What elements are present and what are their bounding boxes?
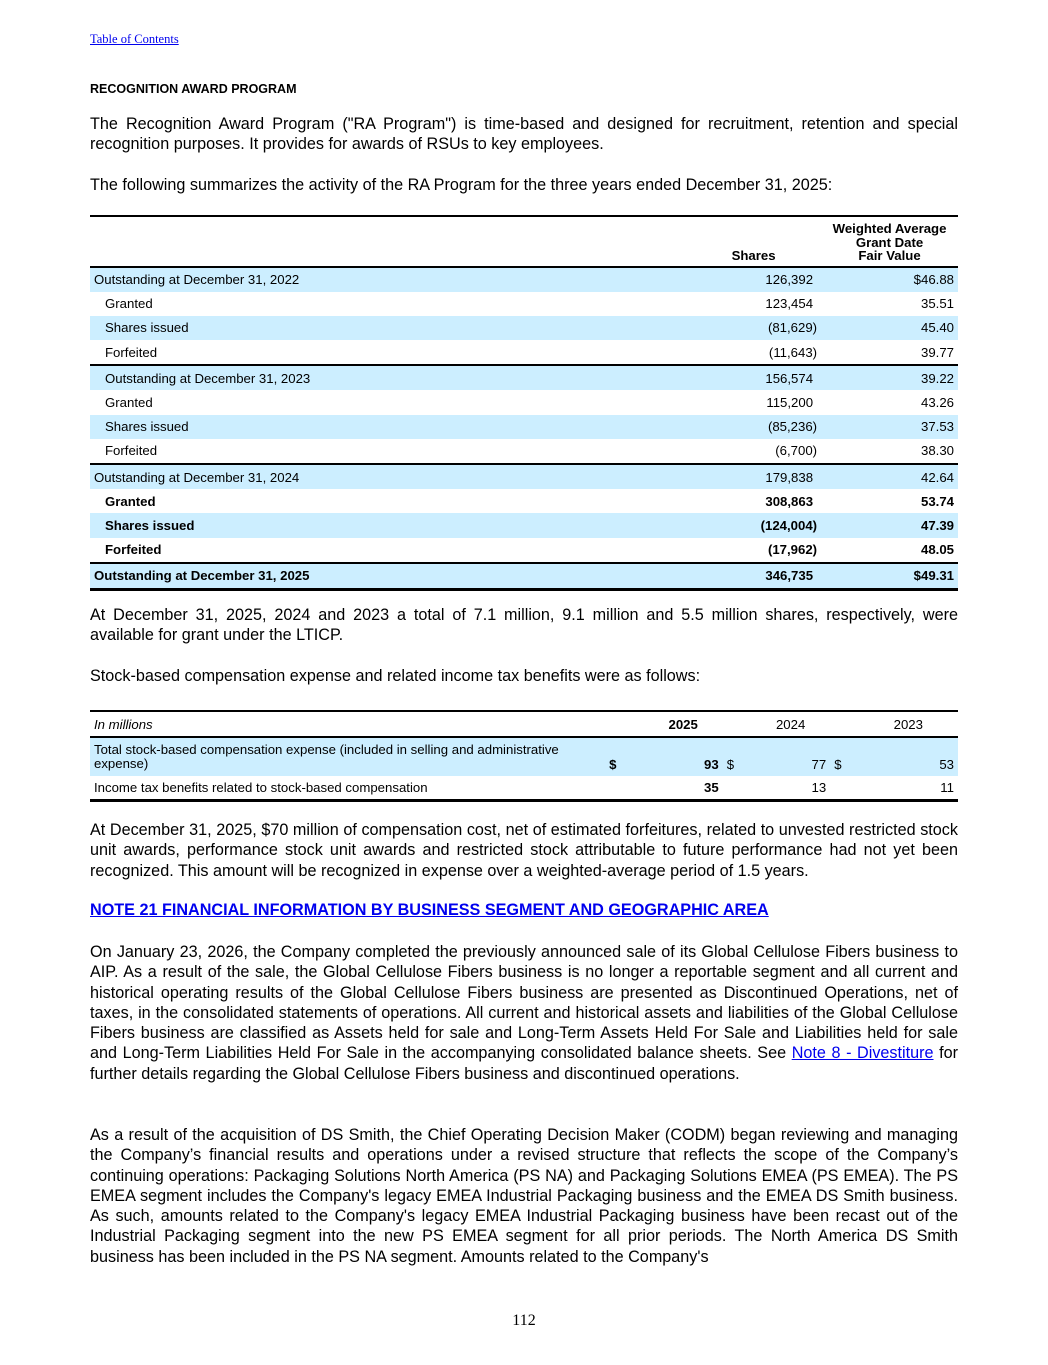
row-label: Outstanding at December 31, 2024 — [94, 469, 300, 485]
year-header-2025: 2025 — [668, 716, 698, 732]
table-row — [90, 316, 958, 340]
shares-value: (124,004) — [760, 517, 818, 533]
row-label: Outstanding at December 31, 2025 — [94, 568, 310, 584]
ra-program-intro: The Recognition Award Program ("RA Program") is time-based and designed for recruitment, retention and special recognition purposes. It provides for awards of RSUs to key employees. — [90, 115, 958, 154]
divestiture-paragraph: On January 23, 2026, the Company completed the previously announced sale of its Global Cellulose Fibers business to AIP. As a result of the sale, the Global Cellulose Fibers business is no longer a reportable segment and all current and historical operating results of the Global Cellulose Fibers business are presented as Discontinued Operations, net of taxes, in the consolidated statements of operations. All current and historical assets and liabilities of the Global Cellulose Fibers business are classified as Assets held for sale and Long-Term Assets Held For Sale and Liabilities held for sale and Long-Term Liabilities Held For Sale in the accompanying consolidated balance sheets. See Note 8 - Divestiture for further details regarding the Global Cellulose Fibers business and discontinued operations. — [90, 943, 958, 1083]
table-header-row — [90, 216, 958, 267]
ra-activity-summary-intro: The following summarizes the activity of the RA Program for the three years ended December 31, 2025: — [90, 176, 833, 194]
table-row — [90, 737, 958, 776]
table-row — [90, 439, 958, 464]
value-2025: 93 — [704, 757, 719, 772]
row-label: Income tax benefits related to stock-based compensation — [94, 780, 428, 795]
shares-value: 115,200 — [766, 395, 814, 411]
row-label: Outstanding at December 31, 2023 — [105, 370, 311, 386]
stock-compensation-expense-table — [90, 710, 958, 802]
unit-label: In millions — [94, 716, 153, 732]
shares-value: 179,838 — [765, 469, 814, 485]
row-label: Shares issued — [105, 419, 189, 435]
section-heading: RECOGNITION AWARD PROGRAM — [90, 82, 297, 96]
currency-symbol: $ — [609, 757, 617, 772]
fair-value: 48.05 — [920, 542, 954, 558]
table-row — [90, 538, 958, 563]
shares-value: 308,863 — [765, 493, 814, 509]
row-label: Granted — [105, 296, 153, 312]
currency-symbol: $ — [726, 757, 735, 772]
table-row — [90, 415, 958, 439]
row-label: Shares issued — [105, 320, 189, 336]
shares-value: (6,700) — [775, 443, 818, 459]
table-row — [90, 776, 958, 801]
fair-value-header-line1: Weighted Average — [832, 221, 947, 236]
note-21-link[interactable]: NOTE 21 FINANCIAL INFORMATION BY BUSINESS SEGMENT AND GEOGRAPHIC AREA — [90, 901, 769, 919]
shares-value: 126,392 — [765, 272, 814, 288]
shares-available-paragraph: At December 31, 2025, 2024 and 2023 a total of 7.1 million, 9.1 million and 5.5 million shares, respectively, were available for grant under the LTICP. — [90, 606, 958, 645]
fair-value: 39.22 — [920, 370, 954, 386]
fair-value: 43.26 — [920, 395, 954, 411]
fair-value: $49.31 — [913, 568, 954, 584]
table-row — [90, 340, 958, 365]
fair-value: 37.53 — [920, 419, 954, 435]
table-of-contents-link[interactable]: Table of Contents — [90, 32, 179, 46]
shares-value: (11,643) — [768, 344, 818, 360]
fair-value-header-line3: Fair Value — [858, 248, 921, 263]
row-label: Granted — [105, 493, 156, 509]
expense-intro-paragraph: Stock-based compensation expense and related income tax benefits were as follows: — [90, 667, 701, 685]
ra-activity-table — [90, 215, 958, 591]
fair-value-header — [821, 216, 958, 267]
table-row — [90, 390, 958, 414]
value-2024: 77 — [811, 757, 827, 772]
fair-value: $46.88 — [913, 272, 954, 288]
fair-value: 53.74 — [920, 493, 954, 509]
row-label: Shares issued — [105, 517, 195, 533]
year-header-2024: 2024 — [775, 716, 806, 732]
page-number: 112 — [512, 1312, 536, 1329]
unrecognized-cost-paragraph: At December 31, 2025, $70 million of compensation cost, net of estimated forfeitures, related to unvested restricted stock unit awards, performance stock unit awards and restricted stock attributable to future performance had not yet been recognized. This amount will be recognized in expense over a weighted-average period of 1.5 years. — [90, 821, 958, 880]
shares-value: (81,629) — [767, 320, 818, 336]
row-label: Outstanding at December 31, 2022 — [94, 272, 300, 288]
row-label: Granted — [105, 395, 153, 411]
year-header-2023: 2023 — [893, 716, 923, 732]
shares-value: (17,962) — [767, 542, 818, 558]
fair-value: 42.64 — [920, 469, 954, 485]
table-row — [90, 489, 958, 513]
row-label: Forfeited — [105, 344, 158, 360]
table-row — [90, 513, 958, 537]
shares-value: 346,735 — [765, 568, 814, 584]
value-2023: 53 — [939, 757, 954, 772]
codm-paragraph: As a result of the acquisition of DS Smith, the Chief Operating Decision Maker (CODM) began reviewing and managing the Company’s financial results and operations under a revised structure that reflects the scope of the Company’s continuing operations: Packaging Solutions North America (PS NA) and Packaging Solutions EMEA (PS EMEA). The PS EMEA segment includes the Company's legacy EMEA Industrial Packaging business and the EMEA DS Smith business. As such, amounts related to the Company's legacy EMEA Industrial Packaging business have been recast out of the Industrial Packaging segment into the new PS EMEA segment for all prior periods. The North America DS Smith business has been included in the PS NA segment. Amounts related to the Company's — [90, 1126, 958, 1266]
shares-value: (85,236) — [767, 419, 818, 435]
table-row — [90, 267, 958, 292]
table-row — [90, 464, 958, 489]
row-label: Total stock-based compensation expense (included in selling and administrative expense) — [94, 742, 559, 771]
shares-value: 156,574 — [765, 370, 814, 386]
row-label: Forfeited — [105, 542, 162, 558]
value-2023: 11 — [940, 780, 954, 795]
table-header-row — [90, 711, 958, 737]
note-8-divestiture-link[interactable]: Note 8 - Divestiture — [791, 1044, 934, 1063]
fair-value: 47.39 — [920, 517, 954, 533]
fair-value: 38.30 — [920, 443, 954, 459]
fair-value-header-line2: Grant Date — [855, 234, 924, 250]
value-2025: 35 — [704, 780, 719, 795]
fair-value: 39.77 — [920, 344, 954, 360]
row-label: Forfeited — [105, 443, 158, 459]
value-2024: 13 — [811, 780, 827, 795]
table-row-total — [90, 563, 958, 590]
table-row — [90, 365, 958, 390]
shares-value: 123,454 — [765, 296, 814, 312]
currency-symbol: $ — [834, 757, 842, 772]
fair-value: 45.40 — [920, 320, 954, 336]
fair-value: 35.51 — [920, 296, 954, 312]
table-row — [90, 292, 958, 316]
shares-header: Shares — [731, 248, 776, 263]
